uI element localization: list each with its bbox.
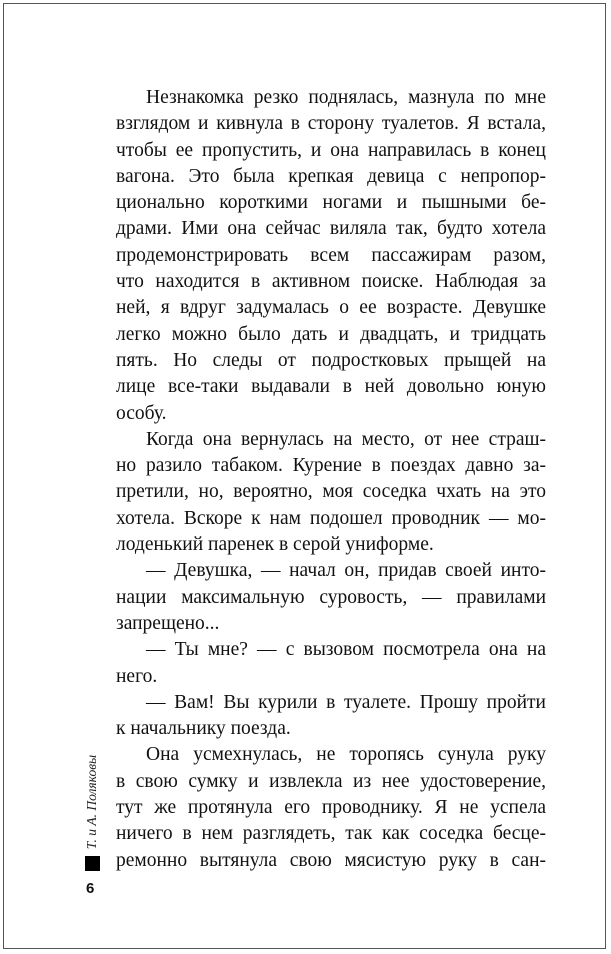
running-header bbox=[82, 742, 102, 862]
text-line: что находится в активном поиске. Наблюдая за bbox=[116, 271, 546, 293]
text-line: вагона. Это была крепкая девица с непропор- bbox=[116, 165, 546, 187]
text-line: — Девушка, — начал он, придав своей инто- bbox=[146, 560, 546, 582]
text-line: ционально короткими ногами и пышными бе- bbox=[116, 192, 546, 214]
text-line: продемонстрировать всем пассажирам разом, bbox=[116, 244, 546, 266]
text-line: легко можно было дать и двадцать, и тридцать bbox=[116, 323, 546, 345]
text-line: нации максимальную суровость, — правилами bbox=[116, 586, 546, 608]
text-line: — Вам! Вы курили в туалете. Прошу пройти bbox=[146, 691, 546, 713]
text-line: лоденький паренек в серой униформе. bbox=[116, 534, 434, 556]
text-line: Когда она вернулась на место, от нее страш- bbox=[146, 428, 546, 450]
text-line: лице все-таки выдавали в ней довольно юную bbox=[116, 376, 546, 398]
text-line: ничего в нем разглядеть, так как соседка бесце- bbox=[116, 823, 546, 845]
body-text bbox=[116, 85, 546, 874]
text-line: Она усмехнулась, не торопясь сунула руку bbox=[146, 744, 546, 766]
text-line: ремонно вытянула свою мясистую руку в сан- bbox=[116, 849, 546, 871]
text-line: к начальнику поезда. bbox=[116, 718, 291, 740]
text-line: но разило табаком. Курение в поездах давно за- bbox=[116, 455, 546, 477]
text-line: — Ты мне? — с вызовом посмотрела она на bbox=[146, 639, 546, 661]
text-line: взглядом и кивнула в сторону туалетов. Я встала, bbox=[116, 113, 546, 135]
text-line: тут же протянула его проводнику. Я не успела bbox=[116, 797, 546, 819]
author-name: Т. и А. Поляковы bbox=[84, 754, 99, 850]
text-line: хотела. Вскоре к нам подошел проводник — мо- bbox=[116, 507, 546, 529]
text-line: него. bbox=[116, 665, 158, 687]
text-line: в свою сумку и извлекла из нее удостоверение, bbox=[116, 770, 546, 792]
text-line: особу. bbox=[116, 402, 167, 424]
text-line: претили, но, вероятно, моя соседка чхать на это bbox=[116, 481, 546, 503]
text-line: запрещено... bbox=[116, 612, 220, 634]
page-number: 6 bbox=[86, 880, 95, 897]
text-line: драми. Ими она сейчас виляла так, будто хотела bbox=[116, 218, 546, 240]
text-line: ней, я вдруг задумалась о ее возрасте. Девушке bbox=[116, 297, 546, 319]
text-line: чтобы ее пропустить, и она направилась в конец bbox=[116, 139, 546, 161]
page-marker-square bbox=[85, 856, 100, 871]
text-line: Незнакомка резко поднялась, мазнула по мне bbox=[146, 87, 546, 108]
text-line: пять. Но следы от подростковых прыщей на bbox=[116, 349, 546, 371]
